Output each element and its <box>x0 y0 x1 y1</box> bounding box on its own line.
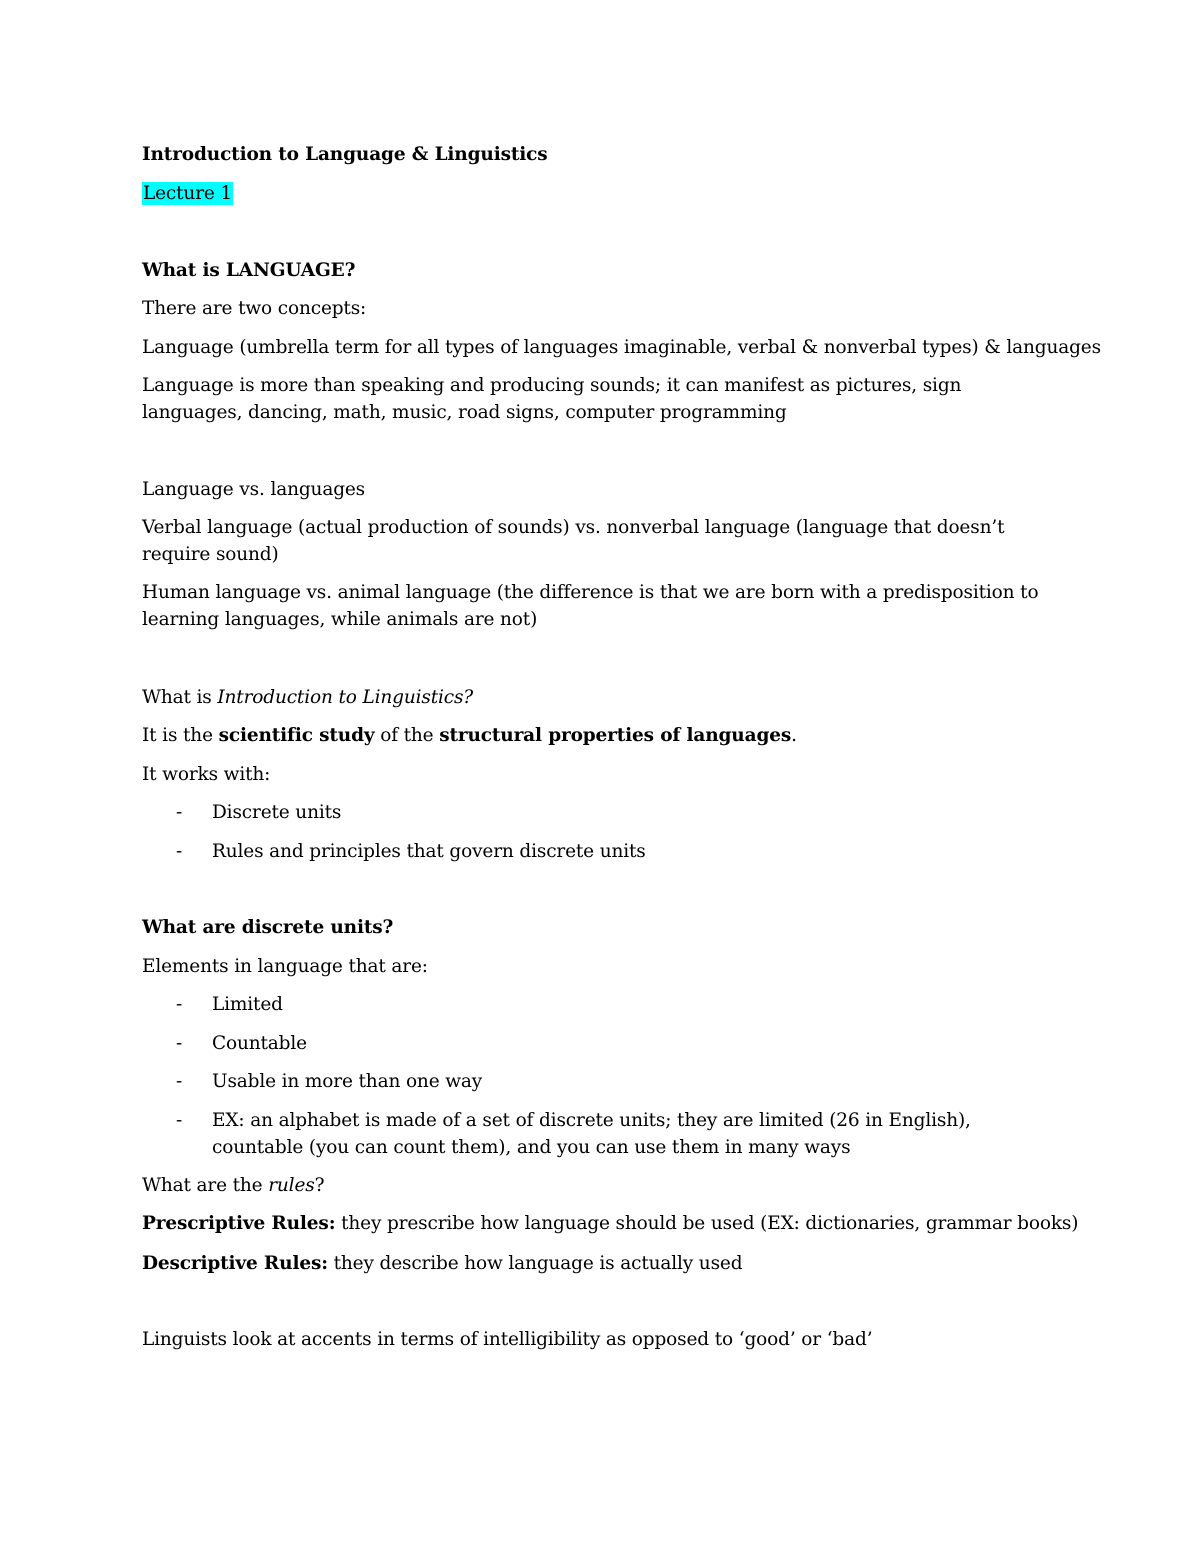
rules-italic: rules <box>268 1175 315 1196</box>
paragraph: Language vs. languages <box>142 479 366 500</box>
list-item: Discrete units <box>212 802 342 823</box>
question-prefix: What is <box>142 687 218 708</box>
list-item: Rules and principles that govern discrete units <box>212 841 646 862</box>
closing-paragraph: Linguists look at accents in terms of intelligibility as opposed to ‘good’ or ‘bad’ <box>142 1329 873 1350</box>
prescriptive-text: they prescribe how language should be used (EX: dictionaries, grammar books) <box>335 1213 1079 1234</box>
rules-suffix: ? <box>314 1175 325 1196</box>
definition-text: It is the <box>142 725 219 746</box>
prescriptive-rules <box>142 1210 1079 1237</box>
bullet-dash: - <box>176 1110 183 1131</box>
list-item: Usable in more than one way <box>212 1071 483 1092</box>
definition-text: of the <box>374 725 440 746</box>
paragraph: Elements in language that are: <box>142 956 428 977</box>
list-item: EX: an alphabet is made of a set of discrete units; they are limited (26 in English), countable (you can count them), and you can use them in many ways <box>212 1110 971 1158</box>
prescriptive-label: Prescriptive Rules: <box>142 1213 336 1234</box>
paragraph: Human language vs. animal language (the difference is that we are born with a predisposition to learning languages, while animals are not) <box>142 582 1039 630</box>
section-heading-discrete-units: What are discrete units? <box>142 917 394 938</box>
list-item: Countable <box>212 1033 307 1054</box>
bullet-dash: - <box>176 1033 183 1054</box>
linguistics-definition <box>142 722 1062 749</box>
question-italic: Introduction to Linguistics? <box>217 687 474 708</box>
bullet-dash: - <box>176 994 183 1015</box>
paragraph: It works with: <box>142 764 271 785</box>
descriptive-rules <box>142 1250 1062 1277</box>
paragraph: Language (umbrella term for all types of languages imaginable, verbal & nonverbal types) & languages <box>142 337 1101 358</box>
bullet-dash: - <box>176 841 183 862</box>
lecture-label <box>142 180 1062 207</box>
definition-bold: scientific study <box>218 725 375 746</box>
list-item: Limited <box>212 994 283 1015</box>
paragraph: Verbal language (actual production of sounds) vs. nonverbal language (language that doesn’t require sound) <box>142 517 1005 565</box>
lecture-highlight: Lecture 1 <box>143 183 233 204</box>
descriptive-label: Descriptive Rules: <box>142 1253 328 1274</box>
bullet-dash: - <box>176 1071 183 1092</box>
descriptive-text: they describe how language is actually used <box>327 1253 743 1274</box>
section-heading-language: What is LANGUAGE? <box>142 260 356 281</box>
rules-prefix: What are the <box>142 1175 269 1196</box>
paragraph: There are two concepts: <box>142 298 367 319</box>
paragraph: Language is more than speaking and producing sounds; it can manifest as pictures, sign languages, dancing, math, music, road signs, computer programming <box>142 375 962 423</box>
rules-question <box>142 1172 1062 1199</box>
definition-text: . <box>791 725 797 746</box>
document-title: Introduction to Language & Linguistics <box>142 144 548 165</box>
bullet-dash: - <box>176 802 183 823</box>
definition-bold: structural properties of languages <box>439 725 792 746</box>
linguistics-question <box>142 684 1062 711</box>
